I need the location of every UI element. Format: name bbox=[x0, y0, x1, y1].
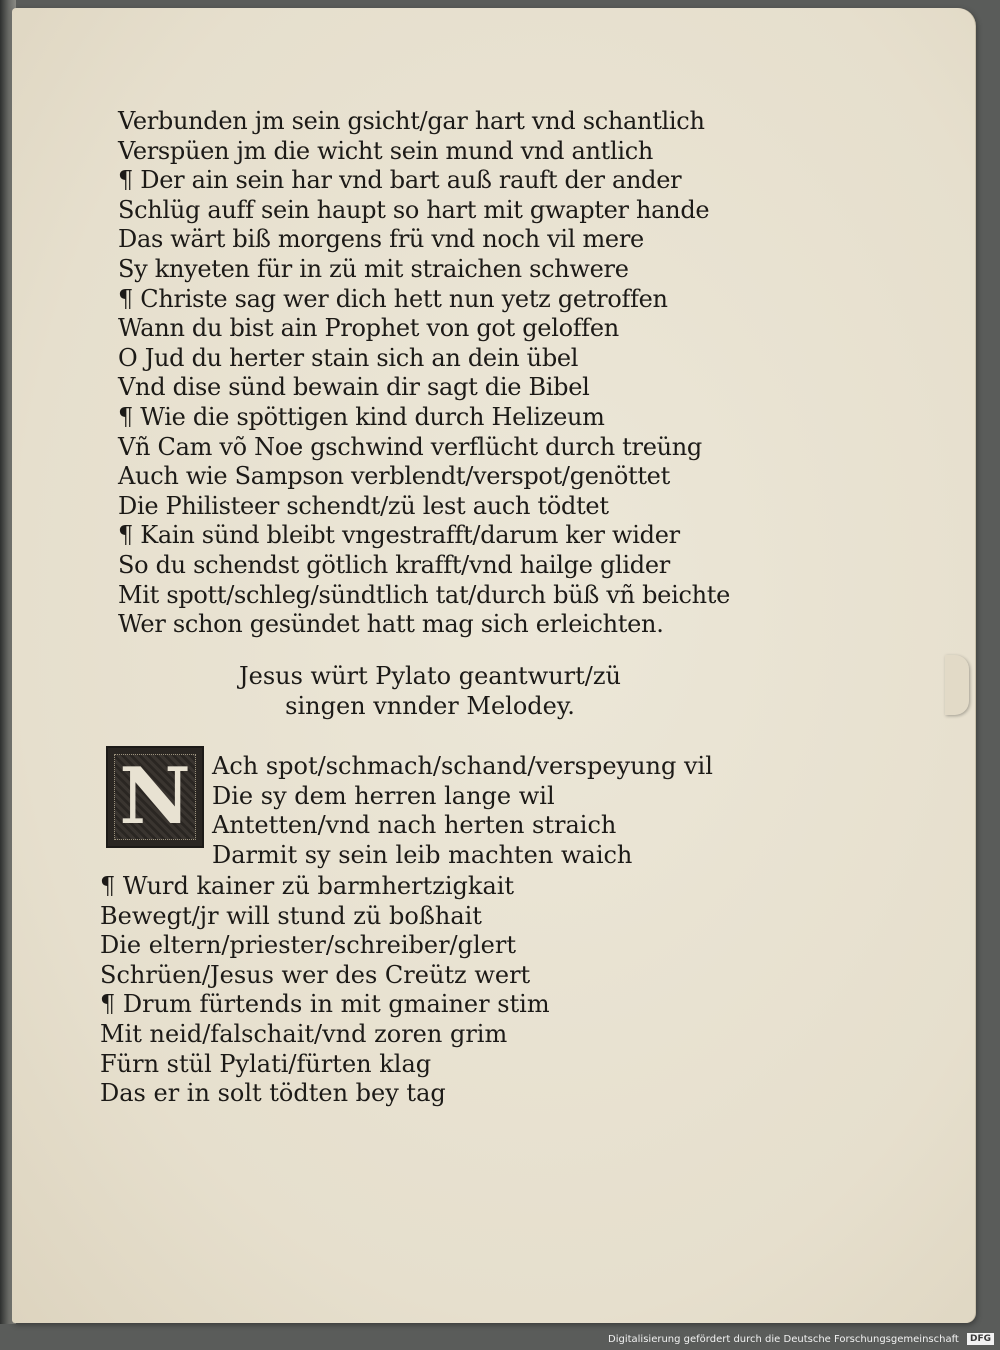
page-edge-tab bbox=[945, 655, 969, 715]
decorated-initial bbox=[106, 746, 204, 848]
verse-line: ¶ Der ain sein har vnd bart auß rauft der ander bbox=[118, 166, 682, 195]
verse-line: ¶ Wie die spöttigen kind durch Helizeum bbox=[118, 402, 605, 431]
verse-line: Bewegt/jr will stund zü boßhait bbox=[100, 901, 482, 930]
verse-line: Schrüen/Jesus wer des Creütz wert bbox=[100, 960, 531, 989]
stanza-block-1 bbox=[118, 107, 730, 640]
verse-line: Auch wie Sampson verblendt/verspot/genöttet bbox=[118, 462, 670, 491]
verse-line: Schlüg auff sein haupt so hart mit gwapter hande bbox=[118, 195, 710, 224]
initial-letter: N bbox=[119, 751, 191, 842]
verse-line: Wann du bist ain Prophet von got geloffen bbox=[118, 314, 619, 343]
verse-line: Ach spot/schmach/schand/verspeyung vil bbox=[212, 752, 713, 780]
verse-line: Verbunden jm sein gsicht/gar hart vnd schantlich bbox=[118, 107, 705, 135]
verse-line: ¶ Drum fürtends in mit gmainer stim bbox=[100, 990, 550, 1019]
verse-line: Die sy dem herren lange wil bbox=[212, 781, 555, 810]
verse-line: ¶ Wurd kainer zü barmhertzigkait bbox=[100, 872, 515, 900]
digitization-credit: Digitalisierung gefördert durch die Deutsche Forschungsgemeinschaft bbox=[608, 1334, 959, 1345]
dfg-logo: DFG bbox=[967, 1333, 994, 1345]
stanza-block-2 bbox=[212, 751, 713, 869]
verse-line: Mit spott/schleg/sündtlich tat/durch büß vñ beichte bbox=[118, 580, 731, 609]
stanza-block-3 bbox=[100, 871, 550, 1108]
verse-line: Fürn stül Pylati/fürten klag bbox=[100, 1049, 432, 1078]
verse-line: Sy knyeten für in zü mit straichen schwere bbox=[118, 254, 629, 283]
verse-line: Die eltern/priester/schreiber/glert bbox=[100, 931, 516, 960]
verse-line: Darmit sy sein leib machten waich bbox=[212, 840, 633, 869]
verse-line: Vnd dise sünd bewain dir sagt die Bibel bbox=[118, 373, 590, 402]
verse-line: Das er in solt tödten bey tag bbox=[100, 1079, 446, 1108]
verse-line: Mit neid/falschait/vnd zoren grim bbox=[100, 1019, 508, 1048]
verse-line: Wer schon gesündet hatt mag sich erleichten. bbox=[118, 610, 664, 639]
verse-line: Vñ Cam võ Noe gschwind verflücht durch treüng bbox=[118, 432, 702, 461]
verse-line: O Jud du herter stain sich an dein übel bbox=[118, 343, 579, 372]
verse-line: ¶ Christe sag wer dich hett nun yetz getroffen bbox=[118, 284, 668, 313]
section-heading-line-2: singen vnnder Melodey. bbox=[285, 692, 575, 720]
verse-line: Das wärt biß morgens frü vnd noch vil mere bbox=[118, 225, 644, 254]
verse-line: So du schendst götlich krafft/vnd hailge glider bbox=[118, 550, 670, 579]
section-heading-line-1: Jesus würt Pylato geantwurt/zü bbox=[239, 662, 621, 690]
verse-line: ¶ Kain sünd bleibt vngestrafft/darum ker wider bbox=[118, 521, 680, 550]
verse-line: Die Philisteer schendt/zü lest auch tödtet bbox=[118, 491, 609, 520]
verse-line: Verspüen jm die wicht sein mund vnd antlich bbox=[118, 136, 654, 165]
verse-line: Antetten/vnd nach herten straich bbox=[212, 811, 617, 840]
